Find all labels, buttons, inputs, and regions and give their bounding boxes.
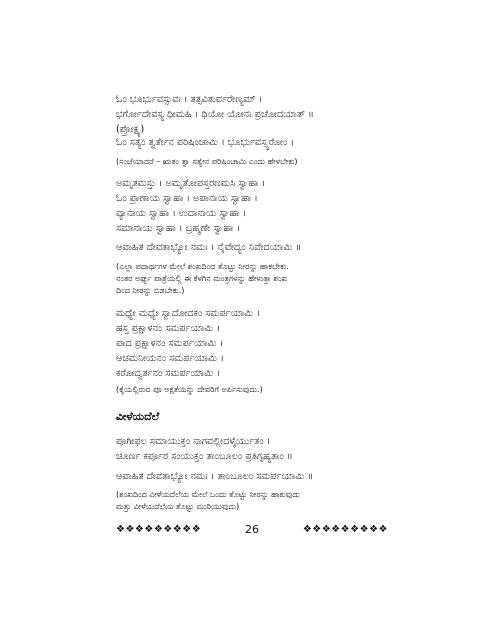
mantra-line: ಅಮೃತಮಸ್ತು । ಅಮೃತೋಪಸ್ತರಣಮಸಿ ಸ್ವಾಹಾ । [116, 178, 266, 189]
mantra-line: ಪಾದ ಪ್ರಕ್ಷಾಳನಂ ಸಮರ್ಪಯಾಮಿ । [116, 338, 224, 349]
mantra-line: ಓಂ ಪ್ರಾಣಾಯ ಸ್ವಾಹಾ । ಅಪಾನಾಯ ಸ್ವಾಹಾ । [116, 193, 258, 204]
page-number: 26 [245, 523, 259, 536]
section-heading: ವೀಳೆಯದೆಲೆ [116, 410, 160, 423]
mantra-line: ಆವಾಹಿತ ದೇವತಾಭ್ಯೋ ನಮಃ । ನೈವೇದ್ಯಂ ನಿವೇದಯಾಮಿ ॥ [116, 242, 302, 253]
mantra-line: ಆವಾಹಿತ ದೇವತಾಭ್ಯೋ ನಮಃ । ತಾಂಬೂಲಂ ಸಮರ್ಪಯಾಮಿ ॥ [116, 471, 314, 482]
mantra-line: ಓಂ ಭೂರ್ಭುವಸ್ಸುವಃ । ತತ್ಸವಿತುರ್ವರೇಣ್ಯಮ್ । [116, 94, 263, 105]
note-line: (ಶಂಖದಿಂದ ವೀಳೆಯದೆಲೆಯ ಮೇಲೆ ಒಂದು ತೊಟ್ಟು ನೀರನ್ನು ಹಾಕುವುದು [116, 490, 300, 499]
note-line: (ಕೈಯಲ್ಲಿರುವ ಪೂ ಅಕ್ಷತೆಯನ್ನು ದೇವರಿಗೆ ಅರ್ಪಿಸುವುದು.) [116, 385, 263, 394]
page-footer [116, 523, 388, 536]
mantra-line: ಓಂ ಸತ್ಯಂ ತ್ವರ್ತೇನ ಪರಿಷಿಂಚಾಮಿ । ಭೂರ್ಭುವಸ್ಸ್ವರೋಂ । [116, 137, 295, 148]
note-line: ನಂತರ ಅರ್ಘ್ಯ ಪಾತ್ರೆಯಲ್ಲಿ ಈ ಕೆಳಗಿನ ಮಂತ್ರಗಳನ್ನು ಹೇಳುತ್ತಾ ಶಂಖ [116, 274, 288, 283]
mantra-line: ಭರ್ಗೋದೇವಸ್ಯ ಧೀಮಹಿ । ಧಿಯೋ ಯೋನಃ ಪ್ರಚೋದಯಾತ್ ॥ [116, 109, 314, 120]
mantra-line: ಪೂಗೀಫಲ ಸಮಾಯುಕ್ತಂ ನಾಗವಲ್ಲೀದಳೈರ್ಯುತಂ । [116, 436, 271, 447]
ornament-right: ❖❖❖❖❖❖❖❖❖ [302, 524, 388, 535]
note-line: (ಸಂಜೆಯಾದರೆ – ಋತಂ ತ್ವಾ ಸತ್ಯೇನ ಪರಿಷಿಂಚಾಮಿ ಎಂದು ಹೇಳಬೇಕು) [116, 157, 298, 166]
mantra-line: ವ್ಯಾನಾಯ ಸ್ವಾಹಾ । ಉದಾನಾಯ ಸ್ವಾಹಾ । [116, 208, 247, 219]
mantra-line: ಹಸ್ತ ಪ್ರಕ್ಷಾಳನಂ ಸಮರ್ಪಯಾಮಿ । [116, 323, 221, 334]
mantra-line: ಮಧ್ಯೇ ಮಧ್ಯೇ ಸ್ವಾದೋದಕಂ ಸಮರ್ಪಯಾಮಿ । [116, 308, 261, 319]
instruction-line: (ಪ್ರೋಕ್ಷ್ಯ) [116, 124, 145, 135]
mantra-line: ಆಚಮನೀಯನಂ ಸಮರ್ಪಯಾಮಿ । [116, 353, 224, 364]
mantra-line: ಕರೋದ್ವರ್ತನಂ ಸಮರ್ಪಯಾಮಿ । [116, 368, 221, 379]
mantra-line: ಚೂರ್ಣ ಕರ್ಪೂರ ಸಂಯುಕ್ತಂ ತಾಂಬೂಲಂ ಪ್ರತಿಗೃಹ್ಯತಾಂ ॥ [116, 451, 293, 462]
note-line: ಮತ್ತು ವೀಳೆಯದೆಲೆಯ ತೊಟ್ಟು ಮುರಿಯುವುದು) [116, 502, 240, 511]
mantra-line: ಸಮಾನಾಯ ಸ್ವಾಹಾ । ಬ್ರಹ್ಮಣೇ ಸ್ವಾಹಾ । [116, 223, 241, 234]
note-line: ದಿಂದ ನೀರನ್ನು ಬಿಡಬೇಕು.) [116, 286, 185, 295]
note-line: (ಎಲ್ಲಾ ಪದಾರ್ಥಗಳ ಮೇಲೆ ಶಂಖದಿಂದ ತೊಟ್ಟು ನೀರನ್ನು ಹಾಕಬೇಕು. [116, 262, 289, 271]
ornament-left: ❖❖❖❖❖❖❖❖❖ [116, 524, 202, 535]
